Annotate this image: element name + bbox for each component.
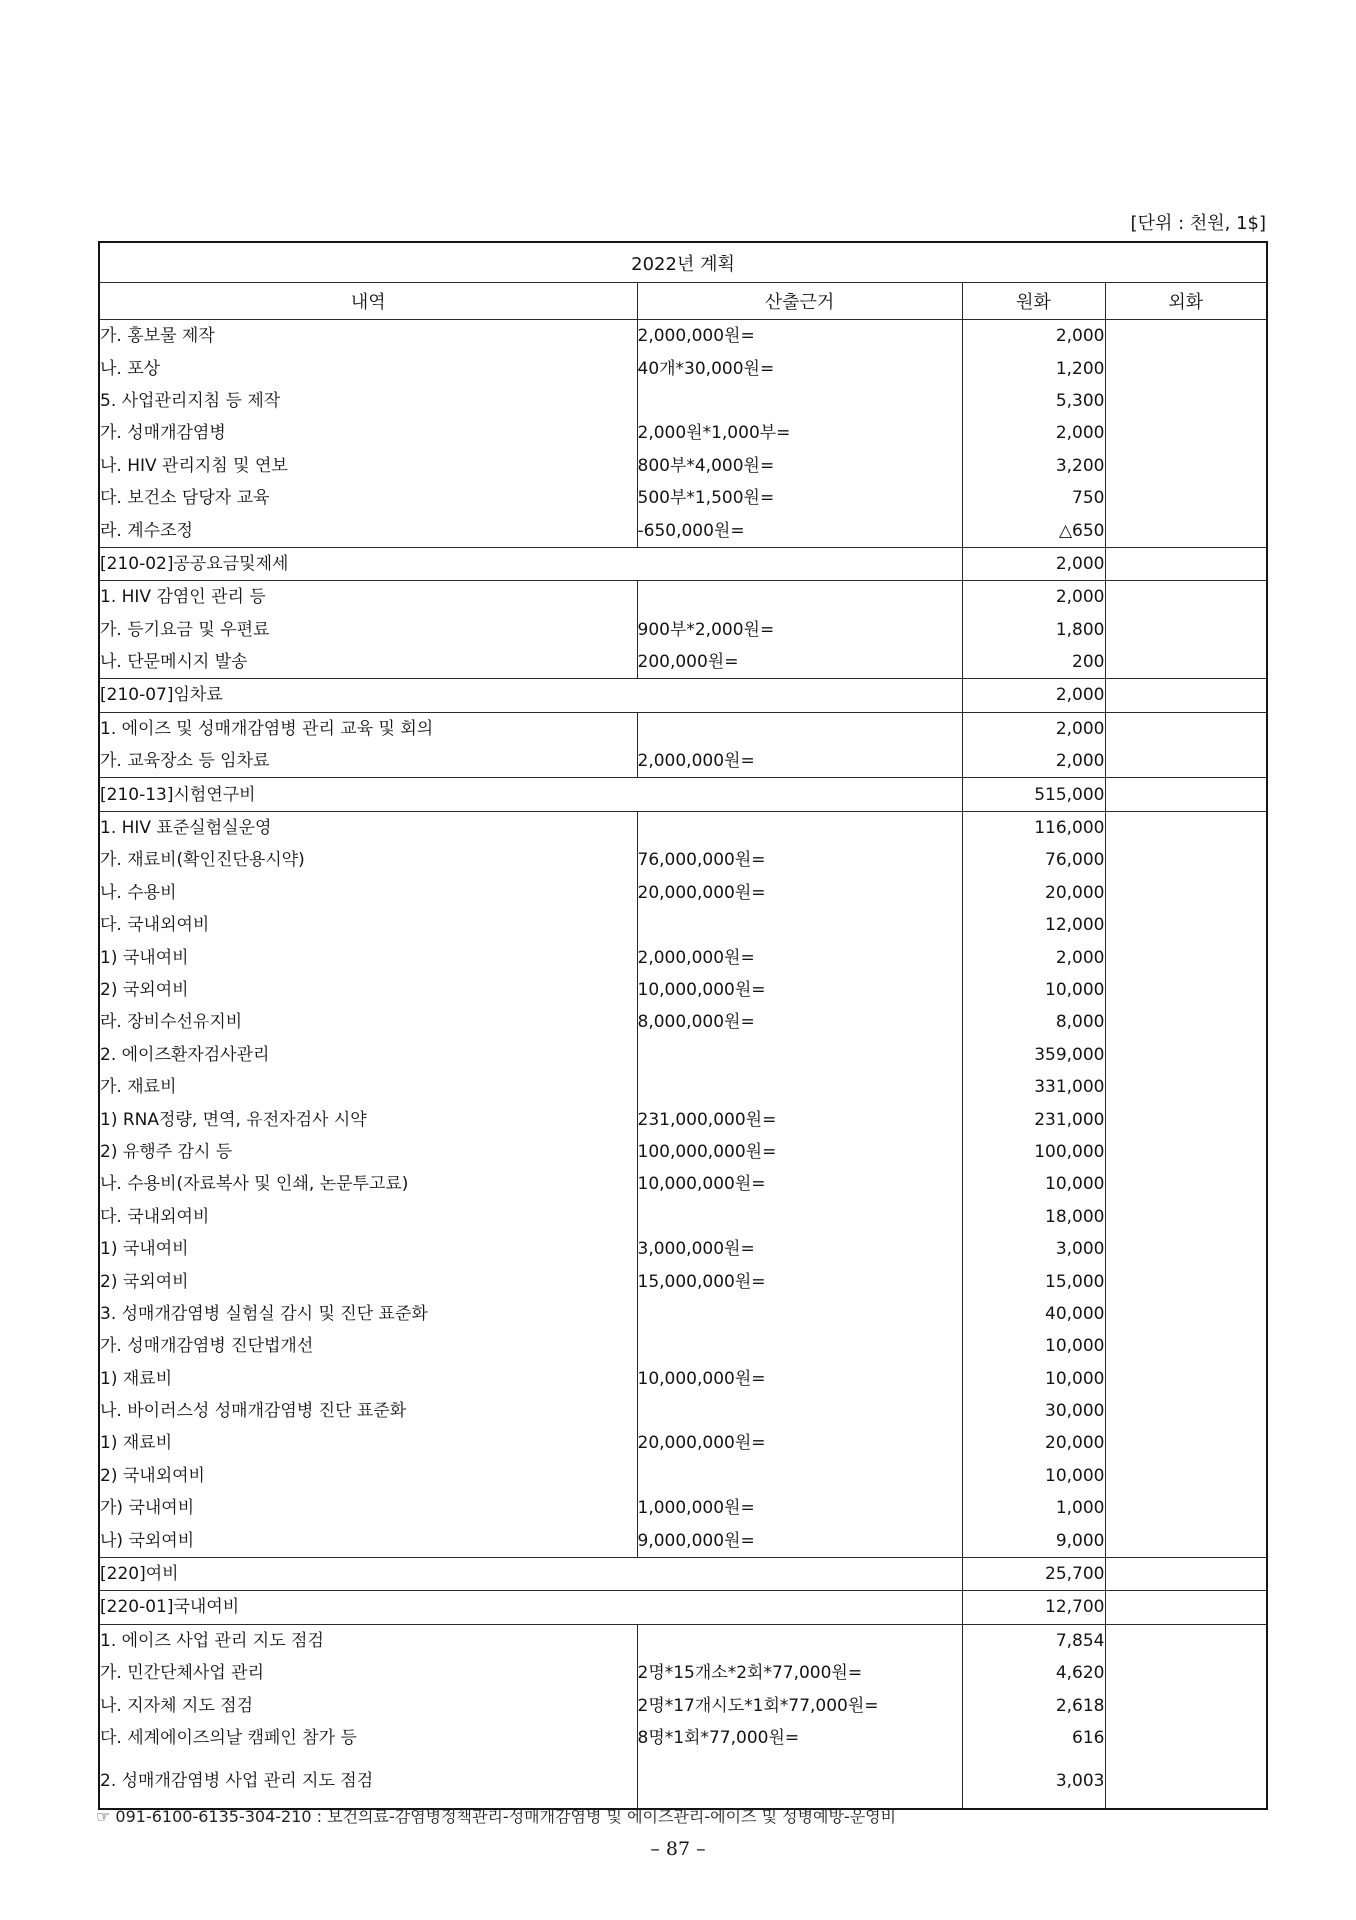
item-cell: 나. 수용비 xyxy=(99,877,637,909)
header-fx: 외화 xyxy=(1105,283,1267,320)
fx-cell xyxy=(1105,614,1267,646)
basis-cell: 100,000,000원= xyxy=(637,1136,962,1168)
fx-cell xyxy=(1105,1754,1267,1809)
header-item: 내역 xyxy=(99,283,637,320)
fx-cell xyxy=(1105,1460,1267,1492)
unit-label: [단위 : 천원, 1$] xyxy=(1130,213,1266,234)
table-row xyxy=(99,1071,1267,1103)
item-cell: 나. 포상 xyxy=(99,352,637,384)
table-row xyxy=(99,450,1267,482)
basis-cell: 20,000,000원= xyxy=(637,877,962,909)
fx-cell xyxy=(1105,811,1267,844)
basis-cell xyxy=(637,1624,962,1657)
krw-cell: △650 xyxy=(962,514,1105,547)
fx-cell xyxy=(1105,482,1267,514)
basis-cell: 20,000,000원= xyxy=(637,1427,962,1459)
krw-cell: 1,800 xyxy=(962,614,1105,646)
table-body xyxy=(99,320,1267,1810)
item-cell: 나. 바이러스성 성매개감염병 진단 표준화 xyxy=(99,1395,637,1427)
krw-cell: 10,000 xyxy=(962,1330,1105,1362)
fx-cell xyxy=(1105,1524,1267,1557)
table-title: 2022년 계획 xyxy=(99,242,1267,283)
item-cell: [210-13]시험연구비 xyxy=(99,778,962,811)
table-row xyxy=(99,614,1267,646)
krw-cell: 18,000 xyxy=(962,1201,1105,1233)
basis-cell xyxy=(637,811,962,844)
basis-cell: 2명*15개소*2회*77,000원= xyxy=(637,1657,962,1689)
table-row xyxy=(99,1039,1267,1071)
table-row xyxy=(99,1689,1267,1721)
krw-cell: 10,000 xyxy=(962,1168,1105,1200)
table-row xyxy=(99,1330,1267,1362)
basis-cell xyxy=(637,1460,962,1492)
fx-cell xyxy=(1105,1168,1267,1200)
item-cell: 1) 국내여비 xyxy=(99,941,637,973)
krw-cell: 100,000 xyxy=(962,1136,1105,1168)
table-row xyxy=(99,1298,1267,1330)
basis-cell: 10,000,000원= xyxy=(637,1363,962,1395)
fx-cell xyxy=(1105,1039,1267,1071)
table-row xyxy=(99,1624,1267,1657)
item-cell: 3. 성매개감염병 실험실 감시 및 진단 표준화 xyxy=(99,1298,637,1330)
basis-cell: 231,000,000원= xyxy=(637,1103,962,1135)
table-row xyxy=(99,844,1267,876)
fx-cell xyxy=(1105,1006,1267,1038)
item-cell: 1. HIV 표준실험실운영 xyxy=(99,811,637,844)
fx-cell xyxy=(1105,1103,1267,1135)
krw-cell: 750 xyxy=(962,482,1105,514)
krw-cell: 359,000 xyxy=(962,1039,1105,1071)
table-row xyxy=(99,1103,1267,1135)
table-row xyxy=(99,1201,1267,1233)
krw-cell: 1,000 xyxy=(962,1492,1105,1524)
table-row xyxy=(99,1006,1267,1038)
fx-cell xyxy=(1105,679,1267,712)
fx-cell xyxy=(1105,417,1267,449)
item-cell: [210-02]공공요금및제세 xyxy=(99,547,962,580)
item-cell: [210-07]임차료 xyxy=(99,679,962,712)
item-cell: 다. 국내외여비 xyxy=(99,909,637,941)
footnote: ☞ 091-6100-6135-304-210 : 보건의료-감염병정책관리-성매개감염병 및 에이즈관리-에이즈 및 성병예방-운영비 xyxy=(96,1807,897,1826)
krw-cell: 616 xyxy=(962,1722,1105,1754)
basis-cell: 200,000원= xyxy=(637,646,962,679)
krw-cell: 10,000 xyxy=(962,974,1105,1006)
krw-cell: 515,000 xyxy=(962,778,1105,811)
header-basis: 산출근거 xyxy=(637,283,962,320)
item-cell: 라. 계수조정 xyxy=(99,514,637,547)
krw-cell: 20,000 xyxy=(962,1427,1105,1459)
table-row xyxy=(99,1460,1267,1492)
table-row xyxy=(99,1492,1267,1524)
fx-cell xyxy=(1105,1330,1267,1362)
item-cell: 2) 국외여비 xyxy=(99,974,637,1006)
krw-cell: 4,620 xyxy=(962,1657,1105,1689)
basis-cell: 1,000,000원= xyxy=(637,1492,962,1524)
krw-cell: 3,003 xyxy=(962,1754,1105,1809)
basis-cell xyxy=(637,1754,962,1809)
item-cell: 1) 재료비 xyxy=(99,1427,637,1459)
basis-cell: 9,000,000원= xyxy=(637,1524,962,1557)
fx-cell xyxy=(1105,320,1267,353)
item-cell: 가. 재료비(확인진단용시약) xyxy=(99,844,637,876)
fx-cell xyxy=(1105,1624,1267,1657)
krw-cell: 20,000 xyxy=(962,877,1105,909)
table-row xyxy=(99,1427,1267,1459)
table-row xyxy=(99,909,1267,941)
fx-cell xyxy=(1105,646,1267,679)
fx-cell xyxy=(1105,909,1267,941)
basis-cell: 10,000,000원= xyxy=(637,974,962,1006)
basis-cell: 10,000,000원= xyxy=(637,1168,962,1200)
basis-cell xyxy=(637,581,962,614)
table-row xyxy=(99,1363,1267,1395)
krw-cell: 30,000 xyxy=(962,1395,1105,1427)
section-row xyxy=(99,679,1267,712)
fx-cell xyxy=(1105,974,1267,1006)
basis-cell: 40개*30,000원= xyxy=(637,352,962,384)
fx-cell xyxy=(1105,1233,1267,1265)
basis-cell: 76,000,000원= xyxy=(637,844,962,876)
table-row xyxy=(99,1168,1267,1200)
fx-cell xyxy=(1105,1591,1267,1624)
krw-cell: 116,000 xyxy=(962,811,1105,844)
section-row xyxy=(99,1591,1267,1624)
basis-cell xyxy=(637,1201,962,1233)
basis-cell xyxy=(637,1039,962,1071)
basis-cell: 2,000,000원= xyxy=(637,320,962,353)
basis-cell xyxy=(637,712,962,745)
section-row xyxy=(99,1557,1267,1590)
fx-cell xyxy=(1105,778,1267,811)
item-cell: 1) 국내여비 xyxy=(99,1233,637,1265)
section-row xyxy=(99,778,1267,811)
basis-cell: 8명*1회*77,000원= xyxy=(637,1722,962,1754)
page-number: – 87 – xyxy=(650,1838,706,1860)
fx-cell xyxy=(1105,450,1267,482)
basis-cell xyxy=(637,1071,962,1103)
basis-cell: 2,000,000원= xyxy=(637,941,962,973)
fx-cell xyxy=(1105,1722,1267,1754)
krw-cell: 2,618 xyxy=(962,1689,1105,1721)
krw-cell: 2,000 xyxy=(962,745,1105,778)
item-cell: 1. 에이즈 사업 관리 지도 점검 xyxy=(99,1624,637,1657)
basis-cell xyxy=(637,909,962,941)
table-row xyxy=(99,482,1267,514)
basis-cell: 2,000원*1,000부= xyxy=(637,417,962,449)
table-row xyxy=(99,1233,1267,1265)
table-row xyxy=(99,974,1267,1006)
fx-cell xyxy=(1105,745,1267,778)
basis-cell xyxy=(637,1298,962,1330)
krw-cell: 3,000 xyxy=(962,1233,1105,1265)
table-row xyxy=(99,352,1267,384)
item-cell: 2) 국외여비 xyxy=(99,1265,637,1297)
table-row xyxy=(99,581,1267,614)
fx-cell xyxy=(1105,1395,1267,1427)
basis-cell: 3,000,000원= xyxy=(637,1233,962,1265)
fx-cell xyxy=(1105,941,1267,973)
item-cell: 5. 사업관리지침 등 제작 xyxy=(99,385,637,417)
item-cell: 2) 유행주 감시 등 xyxy=(99,1136,637,1168)
krw-cell: 76,000 xyxy=(962,844,1105,876)
table-row xyxy=(99,385,1267,417)
fx-cell xyxy=(1105,712,1267,745)
item-cell: 가. 성매개감염병 xyxy=(99,417,637,449)
krw-cell: 12,700 xyxy=(962,1591,1105,1624)
basis-cell: 2명*17개시도*1회*77,000원= xyxy=(637,1689,962,1721)
item-cell: 1) 재료비 xyxy=(99,1363,637,1395)
fx-cell xyxy=(1105,581,1267,614)
item-cell: [220]여비 xyxy=(99,1557,962,1590)
basis-cell: 800부*4,000원= xyxy=(637,450,962,482)
krw-cell: 12,000 xyxy=(962,909,1105,941)
budget-table xyxy=(98,241,1268,1810)
item-cell: 나) 국외여비 xyxy=(99,1524,637,1557)
item-cell: 나. HIV 관리지침 및 연보 xyxy=(99,450,637,482)
item-cell: 1) RNA정량, 면역, 유전자검사 시약 xyxy=(99,1103,637,1135)
krw-cell: 5,300 xyxy=(962,385,1105,417)
fx-cell xyxy=(1105,1689,1267,1721)
item-cell: 가. 민간단체사업 관리 xyxy=(99,1657,637,1689)
fx-cell xyxy=(1105,1657,1267,1689)
table-row xyxy=(99,417,1267,449)
item-cell: [220-01]국내여비 xyxy=(99,1591,962,1624)
krw-cell: 2,000 xyxy=(962,547,1105,580)
krw-cell: 15,000 xyxy=(962,1265,1105,1297)
krw-cell: 10,000 xyxy=(962,1460,1105,1492)
table-row xyxy=(99,877,1267,909)
krw-cell: 2,000 xyxy=(962,712,1105,745)
table-row xyxy=(99,811,1267,844)
krw-cell: 331,000 xyxy=(962,1071,1105,1103)
item-cell: 1. 에이즈 및 성매개감염병 관리 교육 및 회의 xyxy=(99,712,637,745)
table-row xyxy=(99,1754,1267,1809)
basis-cell xyxy=(637,1330,962,1362)
fx-cell xyxy=(1105,1427,1267,1459)
item-cell: 가. 등기요금 및 우편료 xyxy=(99,614,637,646)
item-cell: 2. 성매개감염병 사업 관리 지도 점검 xyxy=(99,1754,637,1809)
krw-cell: 2,000 xyxy=(962,679,1105,712)
table-row xyxy=(99,320,1267,353)
fx-cell xyxy=(1105,1071,1267,1103)
basis-cell: 500부*1,500원= xyxy=(637,482,962,514)
basis-cell: 15,000,000원= xyxy=(637,1265,962,1297)
basis-cell: -650,000원= xyxy=(637,514,962,547)
item-cell: 나. 수용비(자료복사 및 인쇄, 논문투고료) xyxy=(99,1168,637,1200)
table-row xyxy=(99,1722,1267,1754)
fx-cell xyxy=(1105,1201,1267,1233)
fx-cell xyxy=(1105,1557,1267,1590)
item-cell: 다. 세계에이즈의날 캠페인 참가 등 xyxy=(99,1722,637,1754)
krw-cell: 7,854 xyxy=(962,1624,1105,1657)
fx-cell xyxy=(1105,1298,1267,1330)
krw-cell: 1,200 xyxy=(962,352,1105,384)
fx-cell xyxy=(1105,1265,1267,1297)
item-cell: 가. 홍보물 제작 xyxy=(99,320,637,353)
krw-cell: 2,000 xyxy=(962,941,1105,973)
fx-cell xyxy=(1105,352,1267,384)
fx-cell xyxy=(1105,1363,1267,1395)
item-cell: 2) 국내외여비 xyxy=(99,1460,637,1492)
krw-cell: 8,000 xyxy=(962,1006,1105,1038)
fx-cell xyxy=(1105,547,1267,580)
basis-cell xyxy=(637,385,962,417)
krw-cell: 25,700 xyxy=(962,1557,1105,1590)
table-row xyxy=(99,1395,1267,1427)
table-row xyxy=(99,1265,1267,1297)
table-row xyxy=(99,1136,1267,1168)
table-row xyxy=(99,646,1267,679)
table-title-row xyxy=(99,242,1267,283)
item-cell: 나. 지자체 지도 점검 xyxy=(99,1689,637,1721)
section-row xyxy=(99,547,1267,580)
fx-cell xyxy=(1105,1136,1267,1168)
krw-cell: 231,000 xyxy=(962,1103,1105,1135)
item-cell: 가. 재료비 xyxy=(99,1071,637,1103)
basis-cell: 900부*2,000원= xyxy=(637,614,962,646)
item-cell: 1. HIV 감염인 관리 등 xyxy=(99,581,637,614)
item-cell: 다. 보건소 담당자 교육 xyxy=(99,482,637,514)
item-cell: 라. 장비수선유지비 xyxy=(99,1006,637,1038)
table-header-row xyxy=(99,283,1267,320)
basis-cell: 8,000,000원= xyxy=(637,1006,962,1038)
item-cell: 2. 에이즈환자검사관리 xyxy=(99,1039,637,1071)
basis-cell xyxy=(637,1395,962,1427)
krw-cell: 2,000 xyxy=(962,581,1105,614)
krw-cell: 3,200 xyxy=(962,450,1105,482)
item-cell: 나. 단문메시지 발송 xyxy=(99,646,637,679)
krw-cell: 40,000 xyxy=(962,1298,1105,1330)
krw-cell: 10,000 xyxy=(962,1363,1105,1395)
krw-cell: 2,000 xyxy=(962,417,1105,449)
fx-cell xyxy=(1105,844,1267,876)
table-row xyxy=(99,941,1267,973)
basis-cell: 2,000,000원= xyxy=(637,745,962,778)
table-row xyxy=(99,1657,1267,1689)
item-cell: 가. 성매개감염병 진단법개선 xyxy=(99,1330,637,1362)
header-krw: 원화 xyxy=(962,283,1105,320)
item-cell: 가. 교육장소 등 임차료 xyxy=(99,745,637,778)
fx-cell xyxy=(1105,514,1267,547)
item-cell: 가) 국내여비 xyxy=(99,1492,637,1524)
krw-cell: 2,000 xyxy=(962,320,1105,353)
table-row xyxy=(99,1524,1267,1557)
table-row xyxy=(99,712,1267,745)
item-cell: 다. 국내외여비 xyxy=(99,1201,637,1233)
table-row xyxy=(99,745,1267,778)
fx-cell xyxy=(1105,877,1267,909)
table-row xyxy=(99,514,1267,547)
krw-cell: 200 xyxy=(962,646,1105,679)
fx-cell xyxy=(1105,1492,1267,1524)
fx-cell xyxy=(1105,385,1267,417)
krw-cell: 9,000 xyxy=(962,1524,1105,1557)
